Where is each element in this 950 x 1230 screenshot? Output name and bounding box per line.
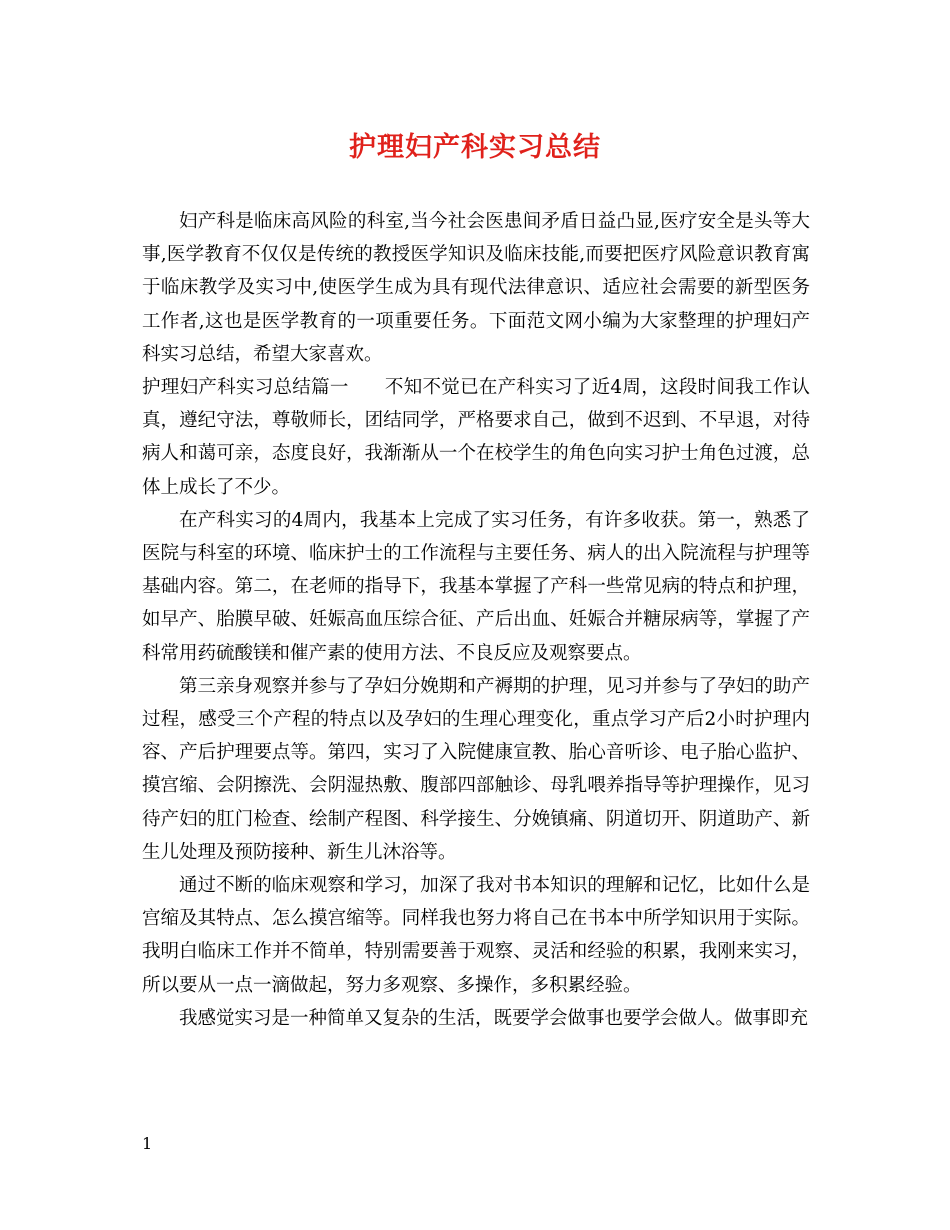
document-title: 护理妇产科实习总结 — [349, 132, 601, 163]
section-heading: 护理妇产科实习总结篇一 — [142, 377, 349, 399]
section-one-paragraph — [142, 371, 810, 504]
document-body — [142, 205, 810, 1035]
intro-paragraph: 妇产科是临床高风险的科室,当今社会医患间矛盾日益凸显,医疗安全是头等大事,医学教育不仅仅是传统的教授医学知识及临床技能,而要把医疗风险意识教育寓于临床教学及实习中,使医学生成为具有现代法律意识、适应社会需要的新型医务工作者,这也是医学教育的一项重要任务。下面范文网小编为大家整理的护理妇产科实习总结，希望大家喜欢。 — [142, 211, 810, 365]
body-paragraph-2: 在产科实习的4周内，我基本上完成了实习任务，有许多收获。第一，熟悉了医院与科室的环境、临床护士的工作流程与主要任务、病人的出入院流程与护理等基础内容。第二，在老师的指导下，我基本掌握了产科一些常见病的特点和护理，如早产、胎膜早破、妊娠高血压综合征、产后出血、妊娠合并糖尿病等，掌握了产科常用药硫酸镁和催产素的使用方法、不良反应及观察要点。 — [142, 509, 810, 664]
page-number: 1 — [142, 1134, 153, 1153]
body-paragraph-3: 第三亲身观察并参与了孕妇分娩期和产褥期的护理，见习并参与了孕妇的助产过程，感受三个产程的特点以及孕妇的生理心理变化，重点学习产后2小时护理内容、产后护理要点等。第四，实习了入院健康宣教、胎心音听诊、电子胎心监护、摸宫缩、会阴擦洗、会阴湿热敷、腹部四部触诊、母乳喂养指导等护理操作，见习待产妇的肛门检查、绘制产程图、科学接生、分娩镇痛、阴道切开、阴道助产、新生儿处理及预防接种、新生儿沐浴等。 — [142, 675, 810, 863]
body-paragraph-5: 我感觉实习是一种简单又复杂的生活，既要学会做事也要学会做人。做事即充 — [179, 1007, 809, 1029]
section-one-text: 不知不觉已在产科实习了近4周，这段时间我工作认真，遵纪守法，尊敬师长，团结同学，严格要求自己，做到不迟到、不早退，对待病人和蔼可亲，态度良好，我渐渐从一个在校学生的角色向实习护士角色过渡，总体上成长了不少。 — [142, 377, 810, 498]
body-paragraph-4: 通过不断的临床观察和学习，加深了我对书本知识的理解和记忆，比如什么是宫缩及其特点、怎么摸宫缩等。同样我也努力将自己在书本中所学知识用于实际。我明白临床工作并不简单，特别需要善于观察、灵活和经验的积累，我刚来实习，所以要从一点一滴做起，努力多观察、多操作，多积累经验。 — [142, 875, 810, 996]
